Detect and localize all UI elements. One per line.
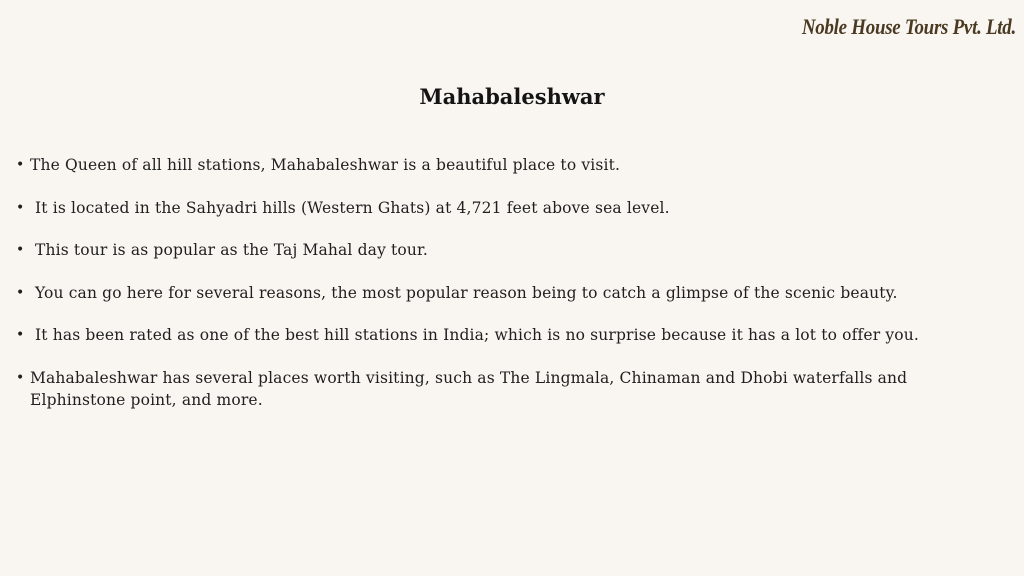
bullet-dot-icon: • [16,242,25,258]
bullet-dot-icon: • [16,199,25,216]
bullet-dot-icon: • [16,327,25,343]
bullet-text: This tour is as popular as the Taj Mahal day tour. [35,241,428,259]
bullet-dot-icon: • [16,284,25,301]
slide-title: Mahabaleshwar [419,84,605,109]
bullet-list [16,154,996,431]
bullet-item-2 [16,197,996,219]
bullet-item-1 [16,154,996,176]
bullet-text: Mahabaleshwar has several places worth visiting, such as The Lingmala, Chinaman and Dhobi waterfalls and Elphinstone point, and more. [30,368,908,409]
bullet-item-6 [16,367,996,411]
bullet-text: It has been rated as one of the best hill stations in India; which is no surprise because it has a lot to offer you. [35,326,919,344]
bullet-text: The Queen of all hill stations, Mahabaleshwar is a beautiful place to visit. [30,156,621,174]
bullet-dot-icon: • [16,369,25,386]
bullet-item-5 [16,324,996,346]
bullet-item-3 [16,239,996,261]
bullet-text: You can go here for several reasons, the most popular reason being to catch a glimpse of the scenic beauty. [35,283,898,302]
bullet-dot-icon: • [16,157,25,173]
company-logo-text: Noble House Tours Pvt. Ltd. [801,14,1016,39]
bullet-item-4 [16,282,996,304]
bullet-text: It is located in the Sahyadri hills (Western Ghats) at 4,721 feet above sea level. [35,198,670,217]
